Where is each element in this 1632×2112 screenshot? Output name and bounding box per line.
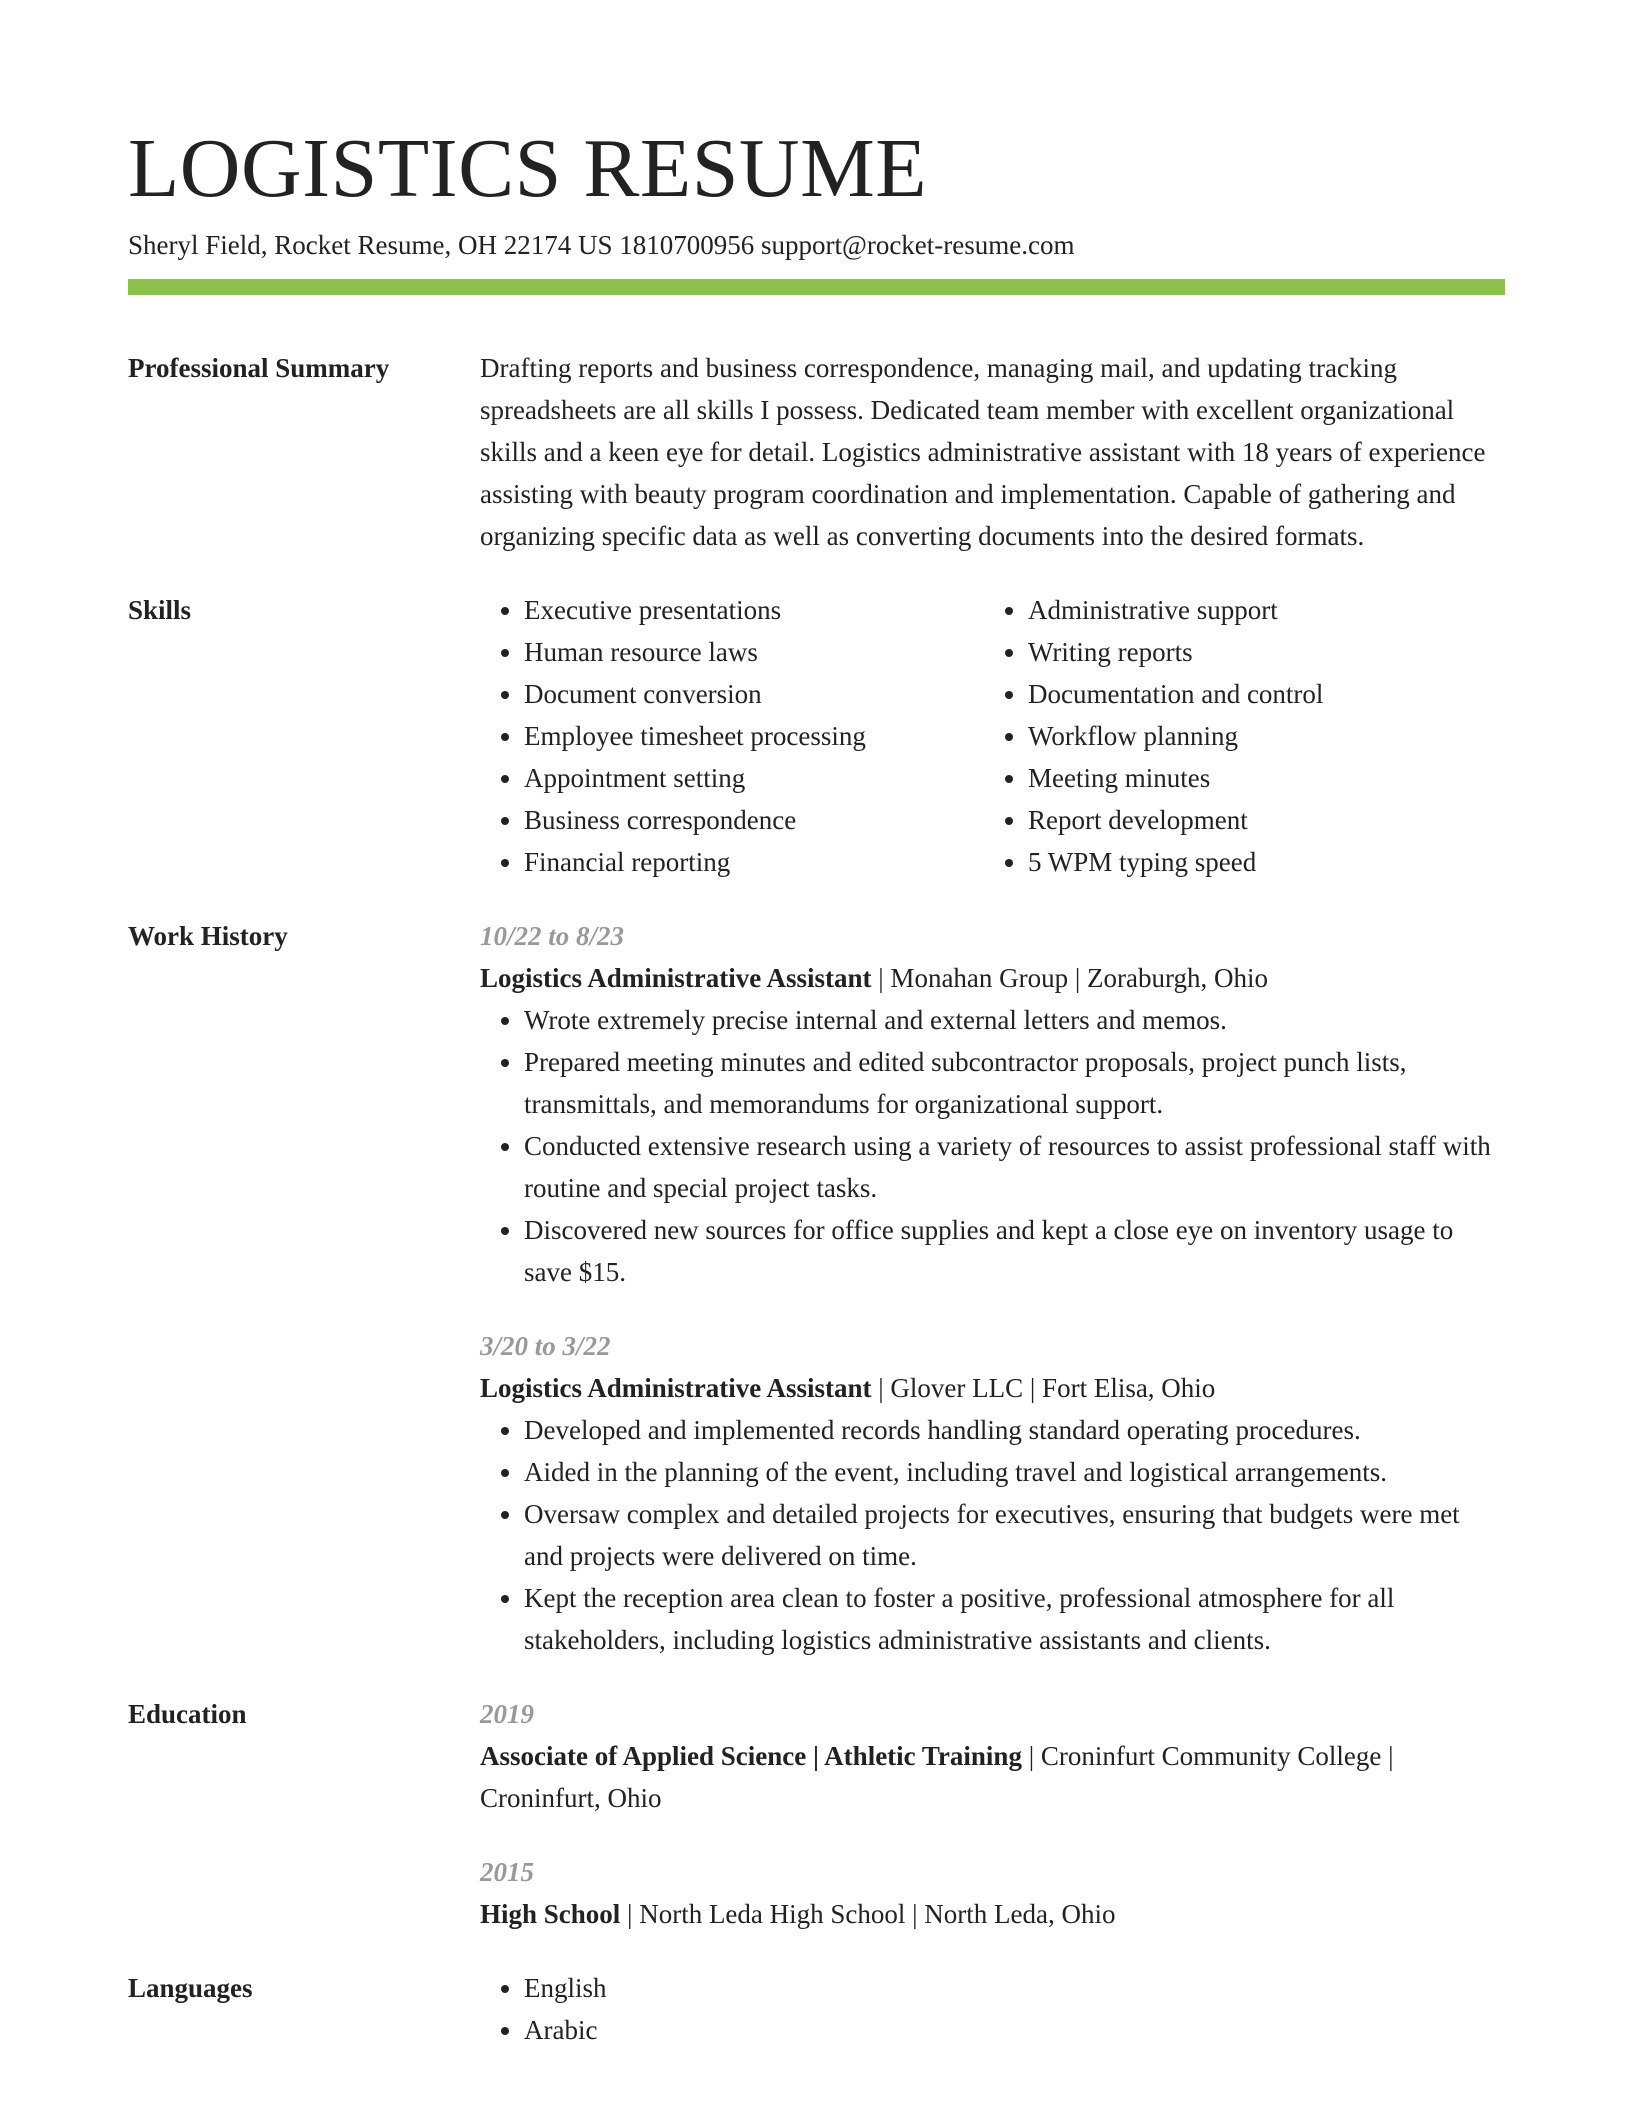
skills-grid [480,589,1505,883]
skill-item: • Executive presentations [524,589,984,631]
languages-list [480,1967,1505,2051]
education-year: 2015 [480,1857,534,1887]
education-year: 2019 [480,1699,534,1729]
skill-item: • Business correspondence [524,799,984,841]
education-entry [480,1851,1505,1935]
school-location: | North Leda High School | North Leda, Ohio [620,1899,1116,1929]
job-title: Logistics Administrative Assistant [480,1373,872,1403]
work-history-section [128,915,1505,1661]
job-title: Logistics Administrative Assistant [480,963,872,993]
job-duty: • Prepared meeting minutes and edited subcontractor proposals, project punch lists, transmittals, and memorandums for organizational support. [524,1041,1505,1125]
skill-item: • 5 WPM typing speed [1028,841,1323,883]
job-duty: • Oversaw complex and detailed projects for executives, ensuring that budgets were met and projects were delivered on time. [524,1493,1505,1577]
resume-title: LOGISTICS RESUME [128,122,928,215]
resume-page [128,0,1505,2051]
skill-item: • Meeting minutes [1028,757,1323,799]
job-duty: • Aided in the planning of the event, including travel and logistical arrangements. [524,1451,1505,1493]
skills-list-right [984,589,1323,883]
languages-heading: Languages [128,1973,253,2003]
work-history-heading: Work History [128,921,288,951]
skill-item: • Administrative support [1028,589,1323,631]
job-entry [480,915,1505,1293]
job-duty: • Kept the reception area clean to foster a positive, professional atmosphere for all stakeholders, including logistics administrative assistants and clients. [524,1577,1505,1661]
job-duties [480,999,1505,1293]
skill-item: • Document conversion [524,673,984,715]
skill-item: • Writing reports [1028,631,1323,673]
job-duty: • Wrote extremely precise internal and external letters and memos. [524,999,1505,1041]
job-duty: • Developed and implemented records handling standard operating procedures. [524,1409,1505,1451]
skill-item: • Human resource laws [524,631,984,673]
skill-item: • Appointment setting [524,757,984,799]
job-heading [480,957,1505,999]
summary-heading: Professional Summary [128,353,390,383]
skill-item: • Report development [1028,799,1323,841]
education-heading-line [480,1735,1505,1819]
job-duty: • Conducted extensive research using a variety of resources to assist professional staff with routine and special project tasks. [524,1125,1505,1209]
accent-divider [128,279,1505,295]
education-section [128,1693,1505,1935]
degree-title: High School [480,1899,621,1929]
job-heading [480,1367,1505,1409]
skill-item: • Documentation and control [1028,673,1323,715]
skill-item: • Workflow planning [1028,715,1323,757]
job-duty: • Discovered new sources for office supplies and kept a close eye on inventory usage to save $15. [524,1209,1505,1293]
job-dates: 3/20 to 3/22 [480,1331,611,1361]
job-employer-location: | Monahan Group | Zoraburgh, Ohio [871,963,1269,993]
skill-item: • Financial reporting [524,841,984,883]
summary-section [128,347,1505,557]
job-employer-location: | Glover LLC | Fort Elisa, Ohio [871,1373,1216,1403]
education-entry [480,1693,1505,1819]
skills-section [128,589,1505,883]
job-duties [480,1409,1505,1661]
languages-section [128,1967,1505,2051]
summary-text: Drafting reports and business correspondence, managing mail, and updating tracking spreadsheets are all skills I possess. Dedicated team member with excellent organizational skills and a keen eye for detail. Logistics administrative assistant with 18 years of experience assisting with beauty program coordination and implementation. Capable of gathering and organizing specific data as well as converting documents into the desired formats. [480,353,1486,551]
degree-title: Associate of Applied Science | Athletic Training [480,1741,1022,1771]
skill-item: • Employee timesheet processing [524,715,984,757]
skills-heading: Skills [128,595,192,625]
language-item: • Arabic [524,2009,1505,2051]
education-heading: Education [128,1699,247,1729]
school-location: | Croninfurt Community College | Croninfurt, Ohio [480,1741,1394,1813]
language-item: • English [524,1967,1505,2009]
job-entry [480,1325,1505,1661]
skills-list-left [480,589,984,883]
education-heading-line [480,1893,1505,1935]
contact-line: Sheryl Field, Rocket Resume, OH 22174 US 1810700956 support@rocket-resume.com [128,230,1075,260]
job-dates: 10/22 to 8/23 [480,921,625,951]
